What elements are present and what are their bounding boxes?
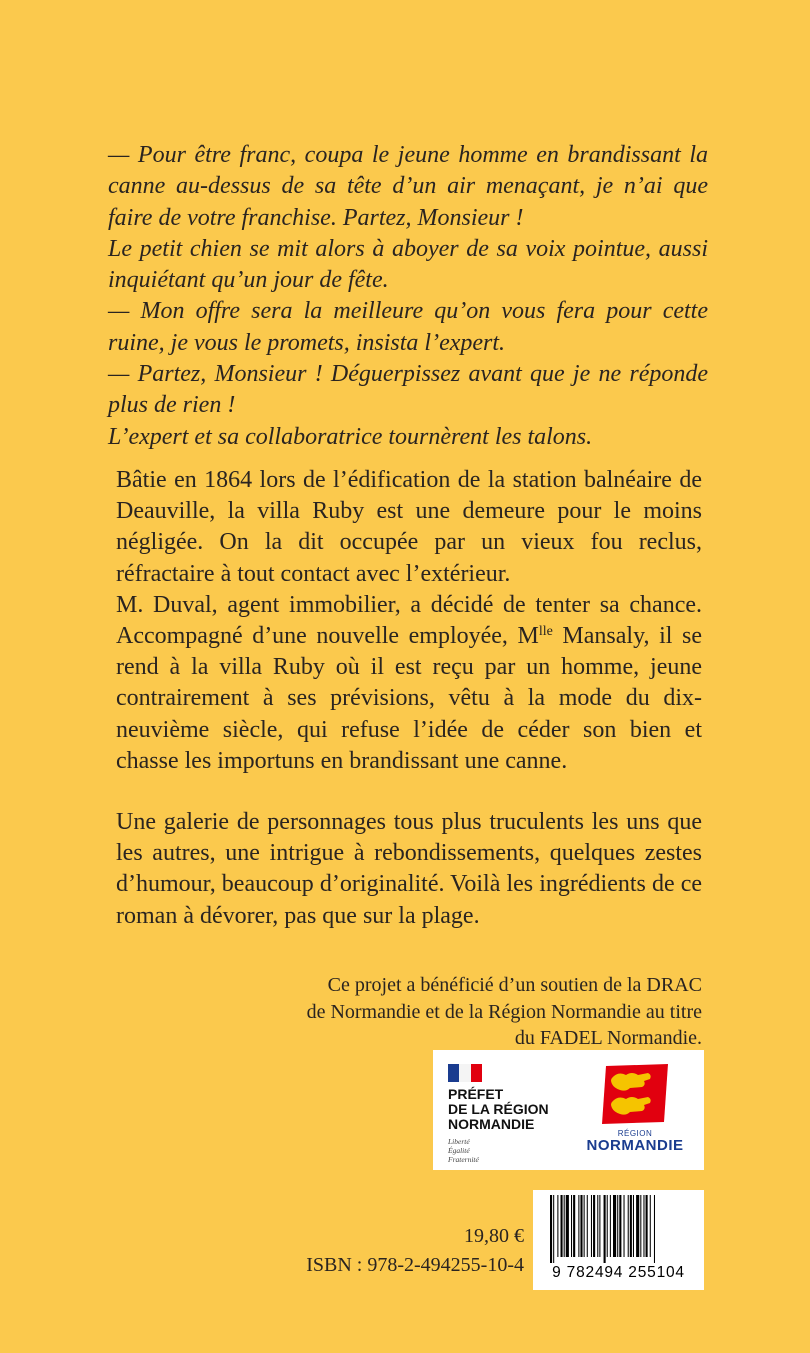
barcode-bar	[561, 1195, 563, 1257]
barcode-bar	[646, 1195, 648, 1257]
barcode-bar	[607, 1195, 608, 1257]
barcode-bar	[604, 1195, 606, 1263]
barcode-bar	[587, 1195, 588, 1257]
barcode-bar	[557, 1195, 558, 1257]
normandy-lions-icon	[598, 1062, 672, 1126]
motto-word: Fraternité	[448, 1155, 479, 1164]
summary-paragraph-3: Une galerie de personnages tous plus truculents les uns que les autres, une intrigue à rebondissements, quelques zestes d’humour, beaucoup d’originalité. Voilà les ingrédients de ce roman à dévorer, pas que sur la plage.	[116, 809, 702, 929]
barcode-bar	[550, 1195, 552, 1263]
summary-p2-end: Mansaly, il se rend à la villa Ruby où il est reçu par un homme, jeune contrairement à ses prévisions, vêtu à la mode du dix-neuvième siècle, qui refuse l’idée de céder son bien et chasse les importuns en brandissant une canne.	[116, 623, 702, 774]
barcode-bar	[566, 1195, 569, 1257]
barcode-bar	[593, 1195, 595, 1257]
funding-notice	[262, 972, 702, 1052]
barcode-bar	[610, 1195, 611, 1257]
barcode-bar	[613, 1195, 616, 1257]
excerpt-line: — Partez, Monsieur ! Déguerpissez avant que je ne réponde plus de rien !	[108, 361, 708, 419]
funding-line: de Normandie et de la Région Normandie au titre	[306, 1000, 702, 1023]
barcode-bar	[553, 1195, 554, 1263]
excerpt-line: L’expert et sa collaboratrice tournèrent les talons.	[108, 423, 593, 450]
price: 19,80 €	[464, 1225, 524, 1247]
barcode-digits: 9 782494 255104	[552, 1264, 685, 1281]
barcode-bar	[633, 1195, 634, 1257]
barcode-bar	[624, 1195, 625, 1257]
barcode-bar	[643, 1195, 644, 1257]
barcode	[533, 1190, 704, 1290]
motto-word: Égalité	[448, 1146, 470, 1155]
prefet-title-line: NORMANDIE	[448, 1116, 535, 1132]
summary-paragraph-2	[116, 590, 702, 777]
region-normandie-logo	[579, 1062, 691, 1153]
funding-line: du FADEL Normandie.	[514, 1027, 702, 1049]
barcode-bar	[636, 1195, 639, 1257]
excerpt-line: Le petit chien se mit alors à aboyer de sa voix pointue, aussi inquiétant qu’un jour de fête.	[108, 235, 708, 294]
prefet-logo	[448, 1064, 583, 1164]
summary-p2-start: M. Duval, agent immobilier, a décidé de tenter sa chance. Accompagné d’une nouvelle employée, M	[116, 591, 702, 650]
barcode-bar	[591, 1195, 592, 1257]
barcode-bar	[617, 1195, 618, 1257]
excerpt-block	[108, 140, 708, 453]
barcode-bar	[564, 1195, 565, 1257]
region-label-small: RÉGION	[617, 1129, 653, 1138]
barcode-bar	[584, 1195, 585, 1257]
barcode-bar	[640, 1195, 641, 1257]
summary-p2-sup: lle	[538, 624, 553, 640]
republic-motto	[448, 1137, 583, 1164]
isbn: ISBN : 978-2-494255-10-4	[306, 1254, 524, 1276]
prefet-title-line: PRÉFET	[448, 1086, 504, 1102]
funding-line: Ce projet a bénéficié d’un soutien de la DRAC	[327, 974, 702, 996]
partner-logos	[433, 1050, 704, 1170]
barcode-bar	[580, 1195, 582, 1257]
summary-paragraph-1: Bâtie en 1864 lors de l’édification de la station balnéaire de Deauville, la villa Ruby est une demeure pour le moins négligée. On la dit occupée par un vieux fou reclus, réfractaire à tout contact avec l’extérieur.	[116, 467, 702, 587]
motto-word: Liberté	[448, 1137, 470, 1146]
book-summary	[116, 465, 702, 932]
barcode-bar	[597, 1195, 598, 1257]
barcode-bar	[578, 1195, 579, 1257]
prefet-title	[448, 1087, 583, 1132]
barcode-bar	[599, 1195, 600, 1257]
excerpt-line: — Mon offre sera la meilleure qu’on vous fera pour cette ruine, je vous le promets, insista l’expert.	[108, 298, 708, 356]
region-label-big: NORMANDIE	[586, 1137, 684, 1154]
barcode-bar	[619, 1195, 621, 1257]
french-flag-icon	[448, 1064, 482, 1082]
barcode-bar	[654, 1195, 655, 1263]
barcode-bar	[628, 1195, 629, 1257]
barcode-bar	[571, 1195, 572, 1257]
excerpt-line: — Pour être franc, coupa le jeune homme en brandissant la canne au-dessus de sa tête d’un air menaçant, je n’ai que faire de votre franchise. Partez, Monsieur !	[108, 142, 708, 231]
prefet-title-line: DE LA RÉGION	[448, 1101, 549, 1117]
barcode-bars	[548, 1195, 689, 1263]
barcode-bar	[650, 1195, 651, 1257]
barcode-bar	[630, 1195, 632, 1257]
barcode-bar	[573, 1195, 575, 1257]
